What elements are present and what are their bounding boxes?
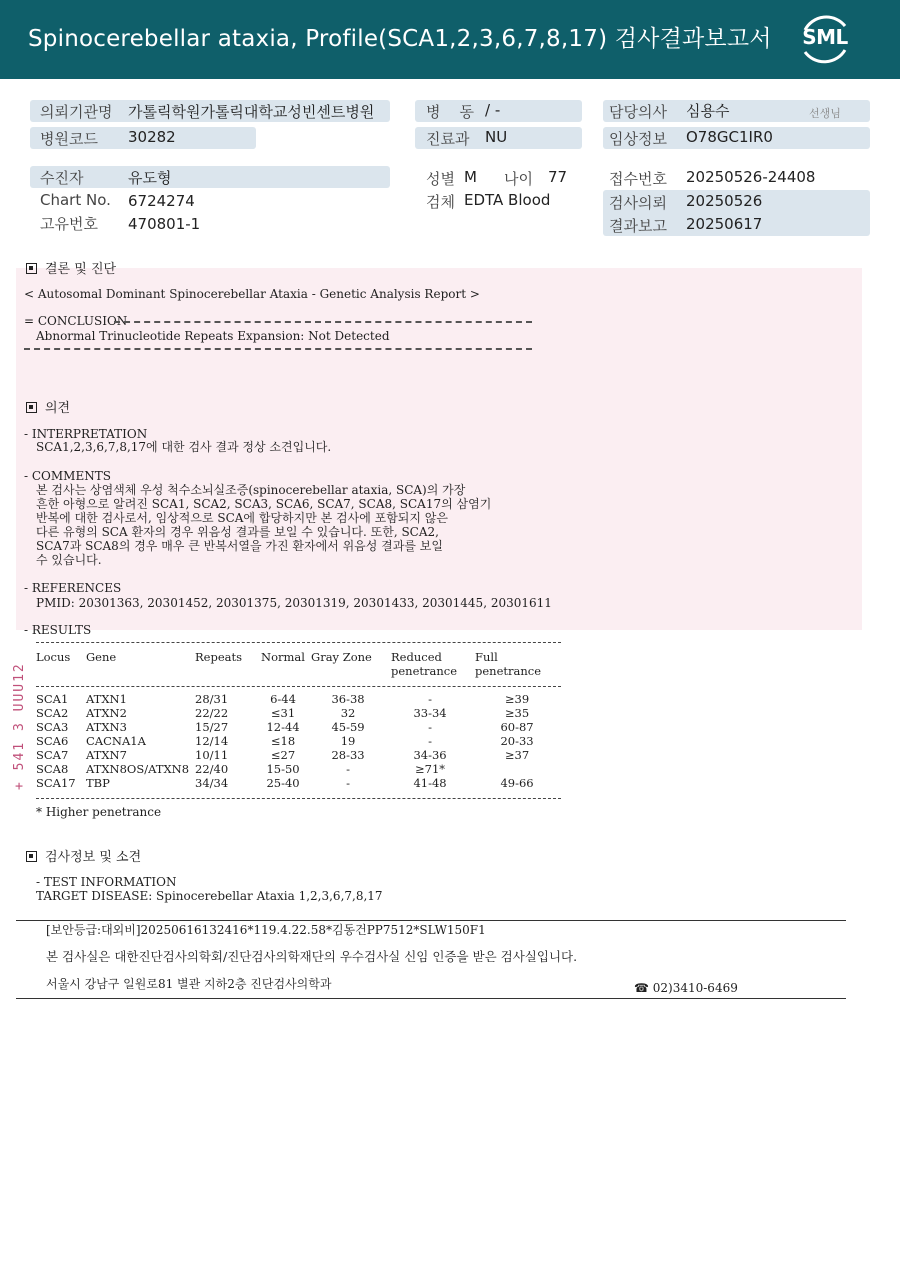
reduced-penetrance-cell: 33-34 (413, 706, 447, 720)
opinion-section-header: 의견 (26, 397, 70, 416)
target-disease: TARGET DISEASE: Spinocerebellar Ataxia 1,2,3,6,7,8,17 (36, 889, 383, 903)
receipt-label: 접수번호 (609, 170, 667, 188)
repeats-cell: 12/14 (195, 734, 229, 748)
table-row (36, 720, 565, 734)
full-penetrance-cell (475, 762, 565, 776)
gene-cell: ATXN2 (86, 706, 127, 720)
table-bottom-divider (36, 798, 561, 799)
conclusion-text: Abnormal Trinucleotide Repeats Expansion: Not Detected (36, 329, 390, 343)
scanned-report (12, 250, 866, 1010)
references-text: PMID: 20301363, 20301452, 20301375, 20301319, 20301433, 20301445, 20301611 (36, 596, 552, 610)
ward-label: 병 동 (426, 103, 475, 121)
repeats-cell: 22/22 (195, 706, 229, 720)
gray-zone-cell: - (346, 776, 350, 790)
full-penetrance-cell: ≥35 (504, 706, 530, 720)
gray-zone-cell: - (346, 762, 350, 776)
reduced-penetrance-cell: 41-48 (413, 776, 447, 790)
locus-cell: SCA7 (36, 748, 69, 762)
column-header: Gene (86, 650, 117, 664)
repeats-cell: 28/31 (195, 692, 229, 706)
age-label: 나이 (504, 170, 533, 188)
full-penetrance-cell: ≥39 (504, 692, 530, 706)
logo-text: SML (802, 25, 848, 49)
report-date-label: 결과보고 (609, 217, 667, 235)
request-date-value: 20250526 (686, 192, 763, 210)
sex-value: M (464, 168, 477, 186)
doctor-value: 심용수 (686, 102, 730, 120)
equals-divider (114, 321, 532, 323)
locus-cell: SCA17 (36, 776, 76, 790)
chart-no-value: 6724274 (128, 192, 195, 210)
table-header-divider (36, 686, 561, 687)
column-header: Full penetrance (475, 650, 542, 678)
chart-no-label: Chart No. (40, 191, 111, 209)
locus-cell: SCA8 (36, 762, 69, 776)
conclusion-section-header: 결론 및 진단 (26, 258, 116, 277)
gene-cell: ATXN3 (86, 720, 127, 734)
gray-zone-cell: 19 (340, 734, 356, 748)
hospital-code-label: 병원코드 (40, 130, 98, 148)
specimen-value: EDTA Blood (464, 191, 551, 209)
clinical-value: O78GC1IR0 (686, 128, 773, 146)
hospital-value: 가톨릭학원가톨릭대학교성빈센트병원 (128, 103, 375, 121)
reduced-penetrance-cell: - (428, 734, 432, 748)
normal-cell: 15-50 (266, 762, 300, 776)
patient-label: 수진자 (40, 169, 84, 187)
footnote: * Higher penetrance (36, 805, 162, 819)
results-table (36, 650, 565, 790)
locus-cell: SCA3 (36, 720, 69, 734)
reduced-penetrance-cell: - (428, 692, 432, 706)
comments-line: 본 검사는 상염색체 우성 척수소뇌실조증(spinocerebellar ataxia, SCA)의 가장 (36, 483, 466, 497)
reduced-penetrance-cell: ≥71* (415, 762, 446, 776)
repeats-cell: 10/11 (195, 748, 229, 762)
normal-cell: 12-44 (266, 720, 300, 734)
patient-row-bg (30, 166, 390, 188)
hospital-code-value: 30282 (128, 128, 176, 146)
patient-value: 유도형 (128, 169, 172, 187)
address-line: 서울시 강남구 일원로81 별관 지하2층 진단검사의학과 (46, 977, 332, 991)
full-penetrance-cell: 20-33 (500, 734, 534, 748)
conclusion-label: = CONCLUSION (24, 314, 128, 328)
reduced-penetrance-cell: - (428, 720, 432, 734)
report-header (0, 0, 900, 79)
table-header-row (36, 650, 565, 678)
repeats-cell: 15/27 (195, 720, 229, 734)
section-box-icon (26, 851, 37, 862)
locus-cell: SCA6 (36, 734, 69, 748)
request-date-label: 검사의뢰 (609, 194, 667, 212)
gene-cell: CACNA1A (86, 734, 146, 748)
section-box-icon (26, 263, 37, 274)
section-box-icon (26, 402, 37, 413)
gray-zone-cell: 45-59 (331, 720, 365, 734)
equals-divider (24, 348, 532, 350)
hospital-label: 의뢰기관명 (40, 103, 113, 121)
report-date-value: 20250617 (686, 215, 763, 233)
phone-line: ☎ 02)3410-6469 (634, 981, 738, 995)
repeats-cell: 22/40 (195, 762, 229, 776)
normal-cell: ≤27 (270, 748, 296, 762)
gray-zone-cell: 28-33 (331, 748, 365, 762)
unique-no-label: 고유번호 (40, 215, 98, 233)
clinical-label: 임상정보 (609, 130, 667, 148)
full-penetrance-cell: 49-66 (500, 776, 534, 790)
side-stamp: + 541 3 UUU12 (12, 662, 27, 790)
table-row (36, 734, 565, 748)
testinfo-section-header: 검사정보 및 소견 (26, 846, 141, 865)
security-line: [보안등급:대외비]20250616132416*119.4.22.58*김동건PP7512*SLW150F1 (46, 923, 486, 937)
dept-label: 진료과 (426, 130, 470, 148)
interpretation-text: SCA1,2,3,6,7,8,17에 대한 검사 결과 정상 소견입니다. (36, 440, 332, 454)
gray-zone-cell: 36-38 (331, 692, 365, 706)
comments-line: 수 있습니다. (36, 553, 102, 567)
results-label: - RESULTS (24, 623, 92, 637)
specimen-label: 검체 (426, 193, 455, 211)
report-subtitle: < Autosomal Dominant Spinocerebellar Ataxia - Genetic Analysis Report > (24, 287, 480, 301)
normal-cell: 25-40 (266, 776, 300, 790)
table-row (36, 748, 565, 762)
gene-cell: ATXN1 (86, 692, 127, 706)
table-row (36, 692, 565, 706)
receipt-value: 20250526-24408 (686, 168, 816, 186)
normal-cell: ≤31 (270, 706, 296, 720)
column-header: Gray Zone (311, 650, 372, 664)
unique-no-value: 470801-1 (128, 215, 201, 233)
ward-value: / - (485, 101, 501, 119)
table-row (36, 776, 565, 790)
full-penetrance-cell: 60-87 (500, 720, 534, 734)
doctor-label: 담당의사 (609, 103, 667, 121)
locus-cell: SCA2 (36, 706, 69, 720)
normal-cell: 6-44 (270, 692, 296, 706)
table-top-divider (36, 642, 561, 643)
comments-line: 다른 유형의 SCA 환자의 경우 위음성 결과를 보일 수 있습니다. 또한, SCA2, (36, 525, 439, 539)
sml-logo (797, 12, 853, 66)
interpretation-label: - INTERPRETATION (24, 427, 148, 441)
gene-cell: TBP (86, 776, 110, 790)
comments-line: 흔한 아형으로 알려진 SCA1, SCA2, SCA3, SCA6, SCA7, SCA8, SCA17의 삼염기 (36, 497, 492, 511)
reduced-penetrance-cell: 34-36 (413, 748, 447, 762)
column-header: Reduced penetrance (391, 650, 458, 678)
report-title: Spinocerebellar ataxia, Profile(SCA1,2,3,6,7,8,17) 검사결과보고서 (28, 26, 772, 52)
column-header: Repeats (195, 650, 243, 664)
gene-cell: ATXN7 (86, 748, 127, 762)
footer-bottom-rule (16, 998, 846, 999)
references-label: - REFERENCES (24, 581, 122, 595)
full-penetrance-cell: ≥37 (504, 748, 530, 762)
sex-label: 성별 (426, 170, 455, 188)
comments-line: 반복에 대한 검사로서, 임상적으로 SCA에 합당하지만 본 검사에 포함되지 않은 (36, 511, 448, 525)
testinfo-label: - TEST INFORMATION (36, 875, 177, 889)
normal-cell: ≤18 (270, 734, 296, 748)
doctor-suffix: 선생님 (809, 107, 841, 120)
comments-line: SCA7과 SCA8의 경우 매우 큰 반복서열을 가진 환자에서 위음성 결과를 보일 (36, 539, 443, 553)
repeats-cell: 34/34 (195, 776, 229, 790)
table-row (36, 762, 565, 776)
footer-top-rule (16, 920, 846, 921)
column-header: Locus (36, 650, 71, 664)
column-header: Normal (261, 650, 305, 664)
comments-label: - COMMENTS (24, 469, 111, 483)
gene-cell: ATXN8OS/ATXN8 (86, 762, 190, 776)
table-row (36, 706, 565, 720)
age-value: 77 (548, 168, 568, 186)
locus-cell: SCA1 (36, 692, 69, 706)
certification-line: 본 검사실은 대한진단검사의학회/진단검사의학재단의 우수검사실 신임 인증을 받은 검사실입니다. (46, 949, 578, 964)
dept-value: NU (485, 128, 508, 146)
gray-zone-cell: 32 (340, 706, 356, 720)
